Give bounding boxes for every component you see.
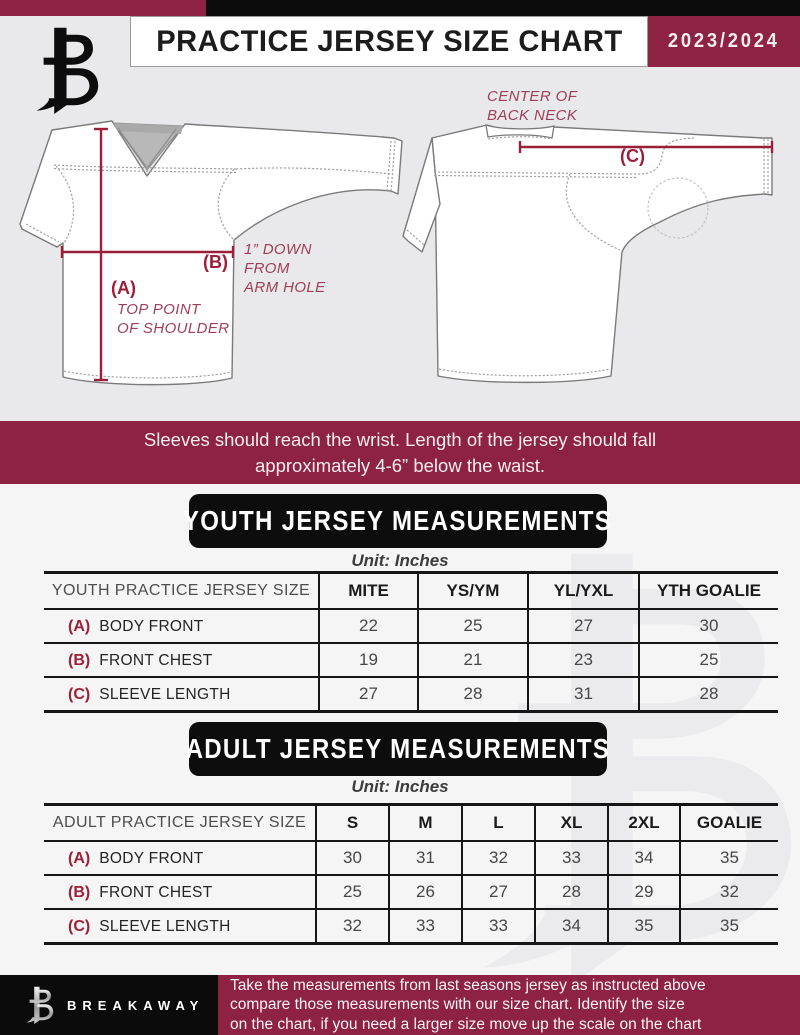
row-key: (A) [68, 618, 91, 635]
header-maroon-strip [0, 0, 206, 16]
row-name: FRONT CHEST [99, 884, 213, 901]
measurement-value: 21 [418, 643, 528, 677]
annotation-line: 1” DOWN [244, 241, 312, 258]
table-row [44, 841, 778, 875]
row-name: BODY FRONT [99, 618, 204, 635]
page-title-box [130, 16, 648, 67]
row-label-cell [44, 875, 316, 909]
row-key: (B) [68, 884, 91, 901]
table-row [44, 875, 778, 909]
footer-instructions [218, 975, 800, 1035]
size-header: 2XL [608, 805, 680, 842]
measurement-value: 27 [319, 677, 418, 712]
size-header: YL/YXL [528, 573, 639, 610]
annotation-line: BACK NECK [487, 107, 578, 124]
youth-unit-label: Unit: Inches [351, 551, 449, 570]
row-label-cell [44, 909, 316, 944]
page-title: PRACTICE JERSEY SIZE CHART [155, 24, 623, 58]
season-badge [648, 16, 800, 67]
footer-line: Take the measurements from last seasons jersey as instructed above [230, 976, 706, 994]
youth-section-title: YOUTH JERSEY MEASUREMENTS [183, 505, 613, 536]
footer-brand-block [0, 975, 218, 1035]
measurement-value: 19 [319, 643, 418, 677]
measurement-value: 33 [462, 909, 535, 944]
measurement-value: 35 [608, 909, 680, 944]
measurement-label-b: (B) [203, 252, 228, 272]
table-row [44, 677, 778, 712]
size-header: GOALIE [680, 805, 778, 842]
size-header: XL [535, 805, 608, 842]
annotation-line: ARM HOLE [244, 279, 326, 296]
measurement-value: 26 [389, 875, 462, 909]
measurement-value: 27 [528, 609, 639, 643]
measurement-value: 25 [418, 609, 528, 643]
annotation-line: TOP POINT [117, 301, 201, 318]
measurement-value: 32 [462, 841, 535, 875]
measurement-value: 28 [418, 677, 528, 712]
row-name: BODY FRONT [99, 850, 204, 867]
size-header: M [389, 805, 462, 842]
table-row [44, 909, 778, 944]
measurement-value: 25 [316, 875, 389, 909]
adult-section-title: ADULT JERSEY MEASUREMENTS [185, 733, 611, 764]
row-key: (C) [68, 686, 91, 703]
size-header: YS/YM [418, 573, 528, 610]
row-key: (B) [68, 652, 91, 669]
row-name: SLEEVE LENGTH [99, 686, 231, 703]
table-row [44, 643, 778, 677]
table-row [44, 609, 778, 643]
measurement-value: 29 [608, 875, 680, 909]
measurement-value: 31 [528, 677, 639, 712]
annotation-arm-hole [244, 240, 326, 297]
size-header: YTH GOALIE [639, 573, 778, 610]
footer [0, 975, 800, 1035]
size-column-header: YOUTH PRACTICE JERSEY SIZE [44, 573, 319, 610]
table-header-row [44, 573, 778, 610]
size-column-header: ADULT PRACTICE JERSEY SIZE [44, 805, 316, 842]
annotation-back-neck [487, 87, 577, 125]
measurement-value: 28 [535, 875, 608, 909]
breakaway-b-logo-icon [26, 24, 100, 116]
size-header: MITE [319, 573, 418, 610]
measurement-value: 35 [680, 841, 778, 875]
back-jersey-diagram [398, 108, 800, 408]
measurement-value: 33 [389, 909, 462, 944]
size-header: S [316, 805, 389, 842]
measurement-value: 33 [535, 841, 608, 875]
row-label-cell [44, 677, 319, 712]
annotation-line: CENTER OF [487, 88, 578, 105]
measurement-value: 25 [639, 643, 778, 677]
adult-section-title-pill [185, 722, 611, 776]
annotation-line: FROM [244, 260, 290, 277]
size-header: L [462, 805, 535, 842]
measurement-label-a: (A) [111, 278, 136, 298]
measurement-value: 31 [389, 841, 462, 875]
measurement-label-c: (C) [620, 146, 645, 166]
adult-unit-label: Unit: Inches [351, 777, 449, 796]
banner-line: Sleeves should reach the wrist. Length of the jersey should fall [143, 428, 657, 450]
measurement-value: 28 [639, 677, 778, 712]
fit-instruction-banner [0, 421, 800, 484]
measurement-value: 22 [319, 609, 418, 643]
measurement-value: 32 [316, 909, 389, 944]
adult-size-table [44, 803, 778, 945]
row-key: (A) [68, 850, 91, 867]
banner-line: approximately 4-6” below the waist. [255, 454, 545, 476]
annotation-line: OF SHOULDER [117, 320, 230, 337]
measurement-value: 35 [680, 909, 778, 944]
measurement-value: 34 [535, 909, 608, 944]
breakaway-b-logo-footer-icon [22, 985, 54, 1025]
row-name: SLEEVE LENGTH [99, 918, 231, 935]
youth-section-title-pill [183, 494, 613, 548]
measurement-value: 32 [680, 875, 778, 909]
measurement-value: 27 [462, 875, 535, 909]
measurement-value: 34 [608, 841, 680, 875]
youth-size-table [44, 571, 778, 713]
row-name: FRONT CHEST [99, 652, 213, 669]
row-label-cell [44, 643, 319, 677]
measurement-value: 30 [316, 841, 389, 875]
season-label: 2023/2024 [668, 30, 780, 52]
measurement-value: 30 [639, 609, 778, 643]
measurement-value: 23 [528, 643, 639, 677]
row-label-cell [44, 841, 316, 875]
row-key: (C) [68, 918, 91, 935]
header-black-strip [206, 0, 800, 16]
footer-line: compare those measurements with our size chart. Identify the size [230, 996, 685, 1014]
footer-line: on the chart, if you need a larger size move up the scale on the chart [230, 1015, 702, 1033]
row-label-cell [44, 609, 319, 643]
annotation-top-point [117, 300, 229, 338]
table-header-row [44, 805, 778, 842]
footer-brand-name: BREAKAWAY [67, 997, 205, 1013]
